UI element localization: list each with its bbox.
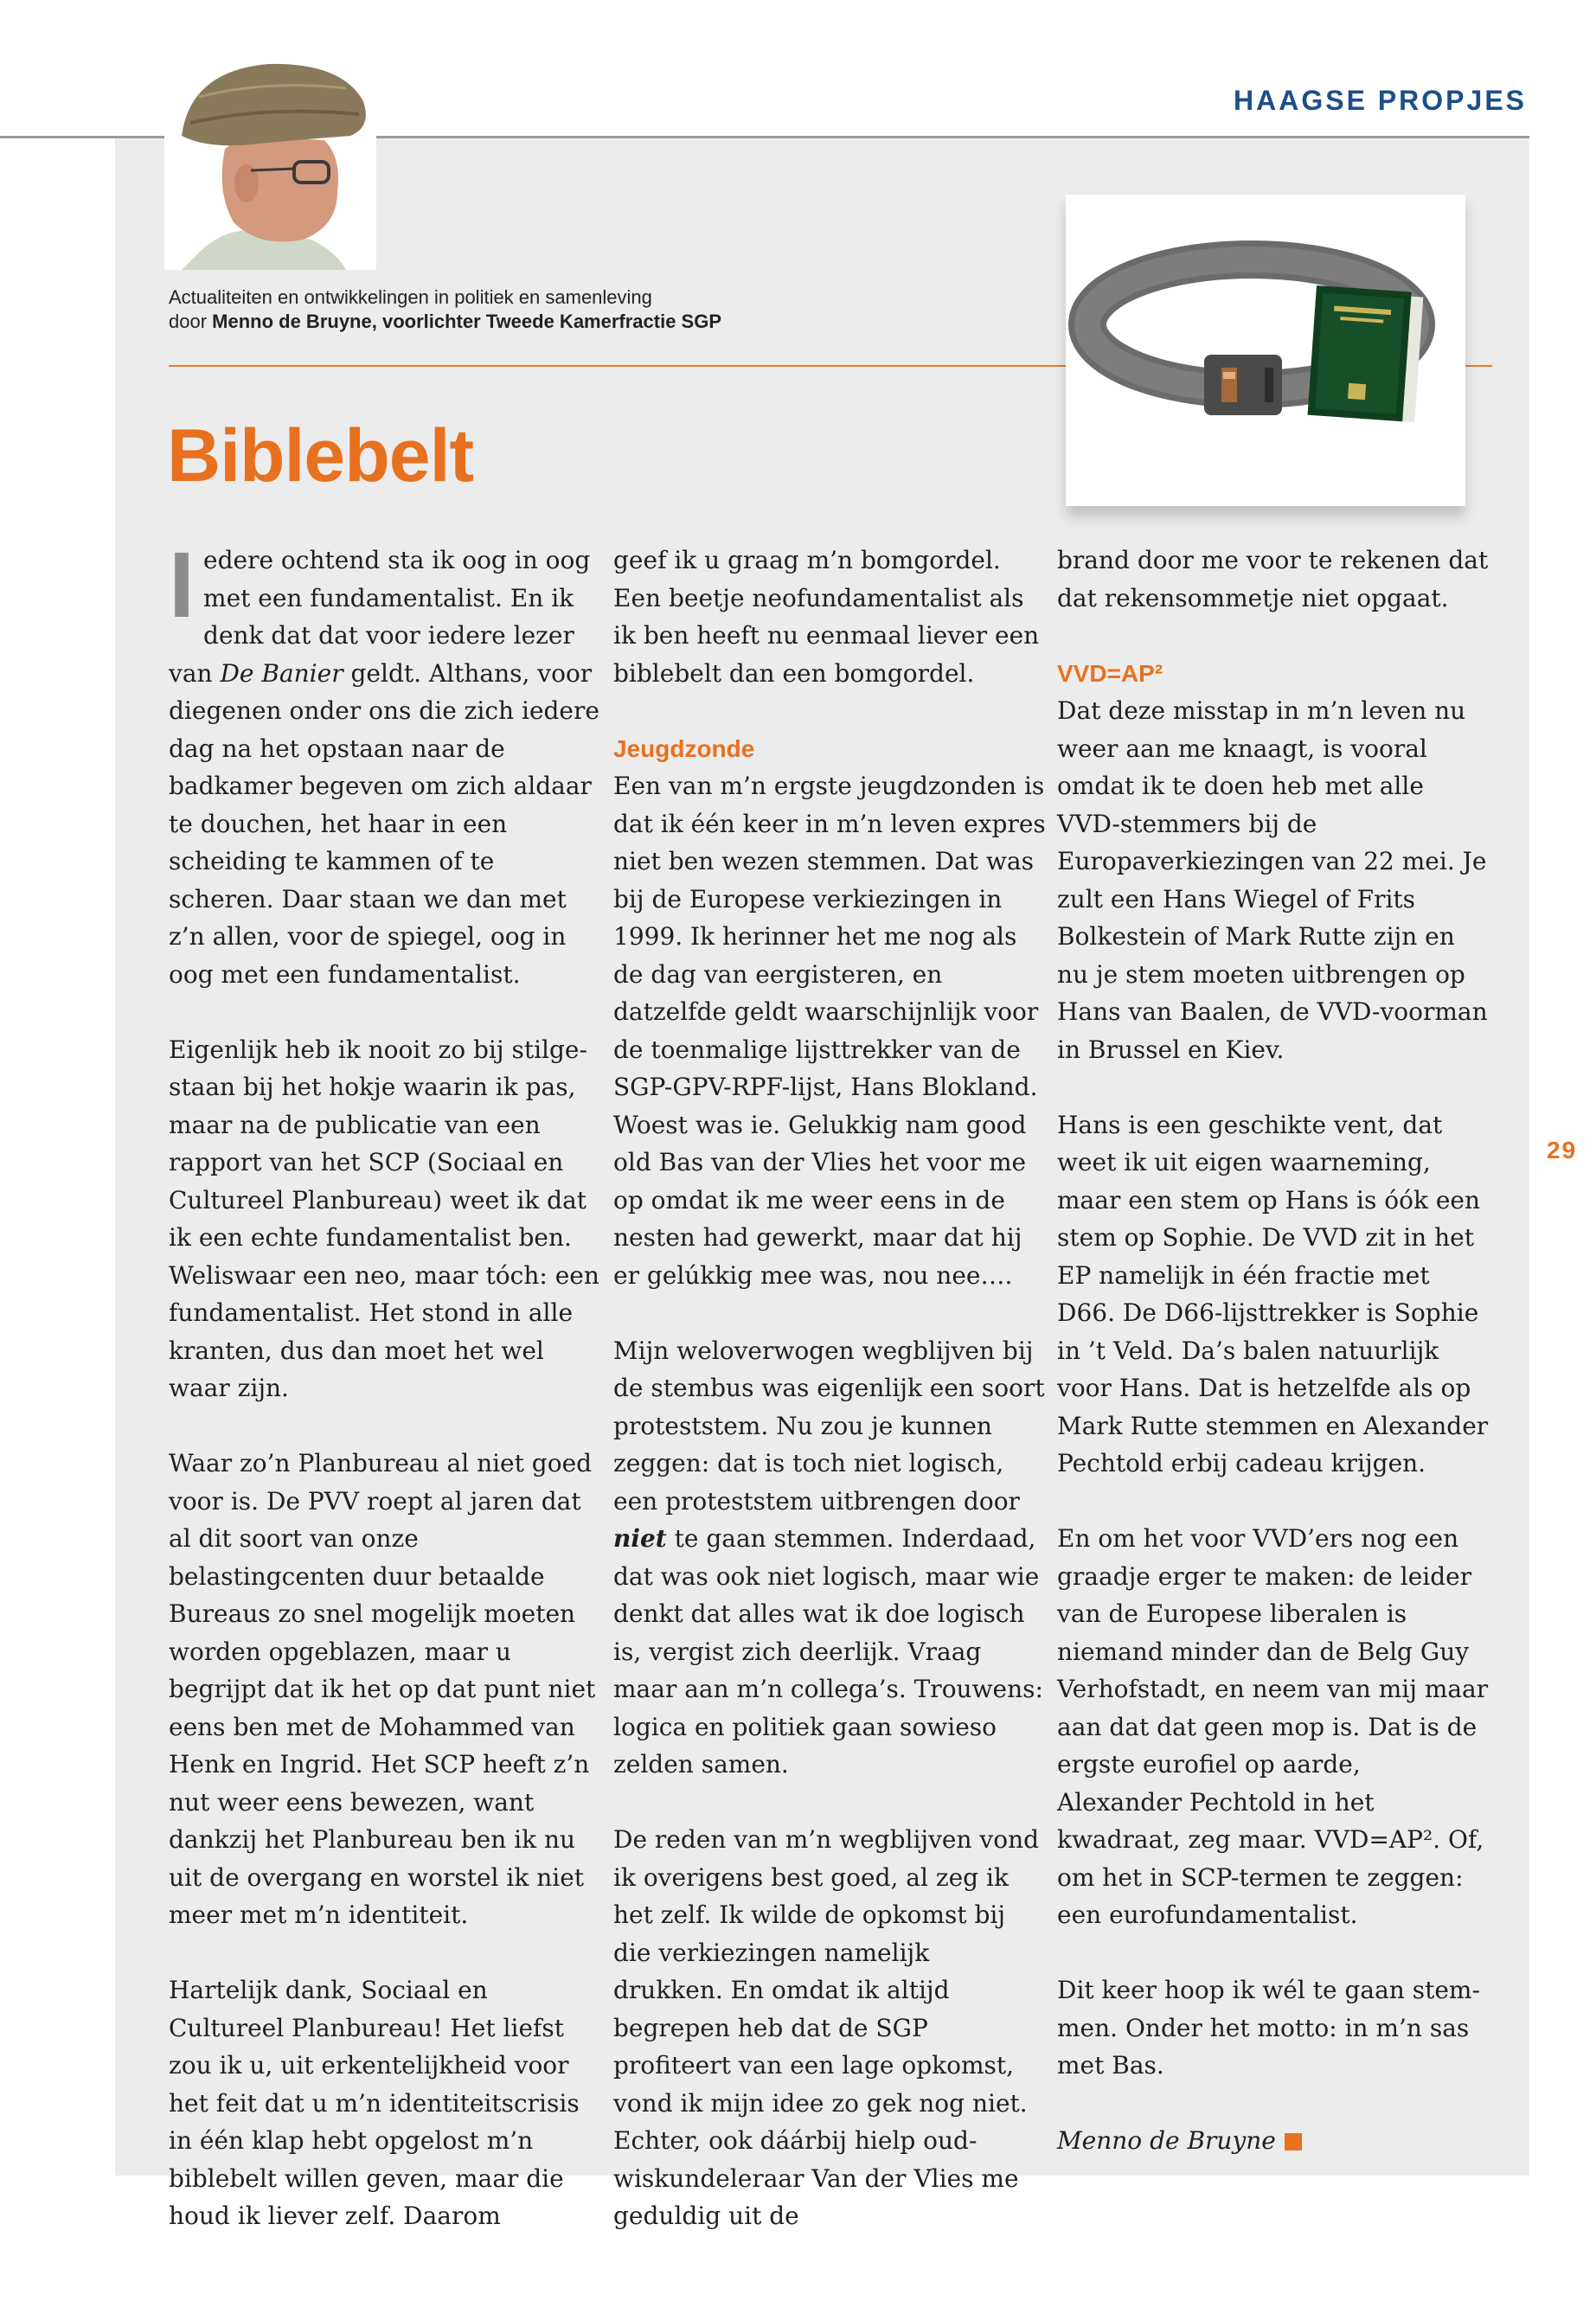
text-column-2 — [613, 542, 1046, 2235]
end-square-icon — [1285, 2133, 1302, 2150]
text-column-1 — [169, 532, 601, 2235]
paragraph: Dat deze misstap in m’n leven nu weer aan me knaagt, is vooral omdat ik te doen heb met alle VVD-stemmers bij de Europaverkiezingen van 22 mei. Je zult een Hans Wiegel of Frits Bolkestein of Mark Rutte zijn en nu je stem moeten uitbrengen op Hans van Baalen, de VVD-voorman in Brussel en Kiev. — [1057, 696, 1488, 1064]
section-title: HAAGSE PROPJES — [1234, 85, 1527, 116]
paragraph: geef ik u graag m’n bomgordel. Een beetje neofundamentalist als ik ben heeft nu eenmaal liever een biblebelt dan een bomgordel. — [613, 546, 1040, 688]
author-name: Menno de Bruyne, voorlichter Tweede Kamerfractie SGP — [212, 311, 722, 332]
belt-bible-icon — [1066, 195, 1465, 506]
paragraph: De reden van m’n wegblijven vond ik overigens best goed, al zeg ik het zelf. Ik wilde de opkomst bij die verkiezingen namelijk drukken. En omdat ik altijd begrepen heb dat de SGP profiteert van een lage opkomst, vond ik mijn idee zo gek nog niet. Echter, ook dáárbij hielp oud-wiskundeleraar Van der Vlies me geduldig uit de — [613, 1825, 1040, 2230]
paragraph: Eigenlijk heb ik nooit zo bij stilgestaan bij het hokje waarin ik pas, maar na de publicatie van een rapport van het SCP (Sociaal en Cultureel Planbureau) weet ik dat ik een echte fundamentalist ben. Weliswaar een neo, maar tóch: een fundamentalist. Het stond in alle kranten, dus dan moet het wel waar zijn. — [169, 1035, 599, 1402]
text-column-3 — [1057, 542, 1490, 2160]
paragraph: Hans is een geschikte vent, dat weet ik uit eigen waarneming, maar een stem op Hans is óók een stem op Sophie. De VVD zit in het EP namelijk in één fractie met D66. De D66-lijsttrekker is Sophie in ’t Veld. Da’s balen natuurlijk voor Hans. Dat is hetzelfde als op Mark Rutte stemmen en Alexander Pechtold erbij cadeau krijgen. — [1057, 1110, 1489, 1477]
paragraph: Een van m’n ergste jeugdzonden is dat ik één keer in m’n leven expres niet ben wezen stemmen. Dat was bij de Europese verkiezingen in 1999. Ik herinner het me nog als de dag van eergisteren, en datzelfde geldt waarschijnlijk voor de toenmalige lijsttrekker van de SGP-GPV-RPF-lijst, Hans Blokland. Woest was ie. Gelukkig nam good old Bas van der Vlies het voor me op omdat ik me weer eens in de nesten had gewerkt, maar dat hij er gelúkkig mee was, nou nee…. — [613, 772, 1046, 1290]
paragraph: Hartelijk dank, Sociaal en Cultureel Planbureau! Het liefst zou ik u, uit erkentelijkheid voor het feit dat u m’n identiteitscrisis in één klap hebt opgelost m’n biblebelt willen geven, maar die houd ik liever zelf. Daarom — [169, 1976, 580, 2230]
signature: Menno de Bruyne — [1057, 2122, 1490, 2160]
paragraph: Mijn weloverwogen wegblijven bij de stembus was eigenlijk een soort proteststem. Nu zou je kunnen zeggen: dat is toch niet logisch, een proteststem uitbrengen door niet te gaan stemmen. Inderdaad, dat was ook niet logisch, maar wie denkt dat alles wat ik doe logisch is, vergist zich deerlijk. Vraag maar aan m’n collega’s. Trouwens: logica en politiek gaan sowieso zelden samen. — [613, 1336, 1045, 1779]
subheading: VVD=AP² — [1057, 659, 1163, 687]
page-number: 29 — [1547, 1137, 1578, 1163]
belt-bible-photo — [1066, 195, 1465, 506]
paragraph: Iedere ochtend sta ik oog in oog met een fundamentalist. En ik denk dat dat voor iedere lezer van De Banier geldt. Althans, voor diegenen onder ons die zich iedere dag na het opstaan naar de badkamer begeven om zich aldaar te douchen, het haar in een scheiding te kammen of te scheren. Daar staan we dan met z’n allen, voor de spiegel, oog in oog met een fundamentalist. — [169, 532, 599, 989]
article-title: Biblebelt — [167, 414, 474, 497]
paragraph: Waar zo’n Planbureau al niet goed voor is. De PVV roept al jaren dat al dit soort van onze belastingcenten duur betaalde Bureaus zo snel mogelijk moeten worden opgeblazen, maar u begrijpt dat ik het op dat punt niet eens ben met de Mohammed van Henk en Ingrid. Het SCP heeft z’n nut weer eens bewezen, want dankzij het Planbureau ben ik nu uit de overgang en worstel ik niet meer met m’n identiteit. — [169, 1449, 596, 1929]
paragraph: brand door me voor te rekenen dat dat rekensommetje niet opgaat. — [1057, 546, 1489, 612]
subheading: Jeugdzonde — [613, 734, 755, 762]
paragraph: En om het voor VVD’ers nog een graadje erger te maken: de leider van de Europese liberalen is niemand minder dan de Belg Guy Verhofstadt, en neem van mij maar aan dat dat geen mop is. Dat is de ergste eurofiel op aarde, Alexander Pechtold in het kwadraat, zeg maar. VVD=AP². Of, om het in SCP-termen te zeggen: een eurofundamentalist. — [1057, 1524, 1489, 1929]
intro-byline: Actualiteiten en ontwikkelingen in politiek en samenleving door Menno de Bruyne, voorlichter Tweede Kamerfractie SGP — [169, 286, 722, 332]
author-portrait — [164, 54, 376, 270]
drop-cap: I — [169, 532, 195, 637]
paragraph: Dit keer hoop ik wél te gaan stemmen. Onder het motto: in m’n sas met Bas. — [1057, 1976, 1480, 2080]
